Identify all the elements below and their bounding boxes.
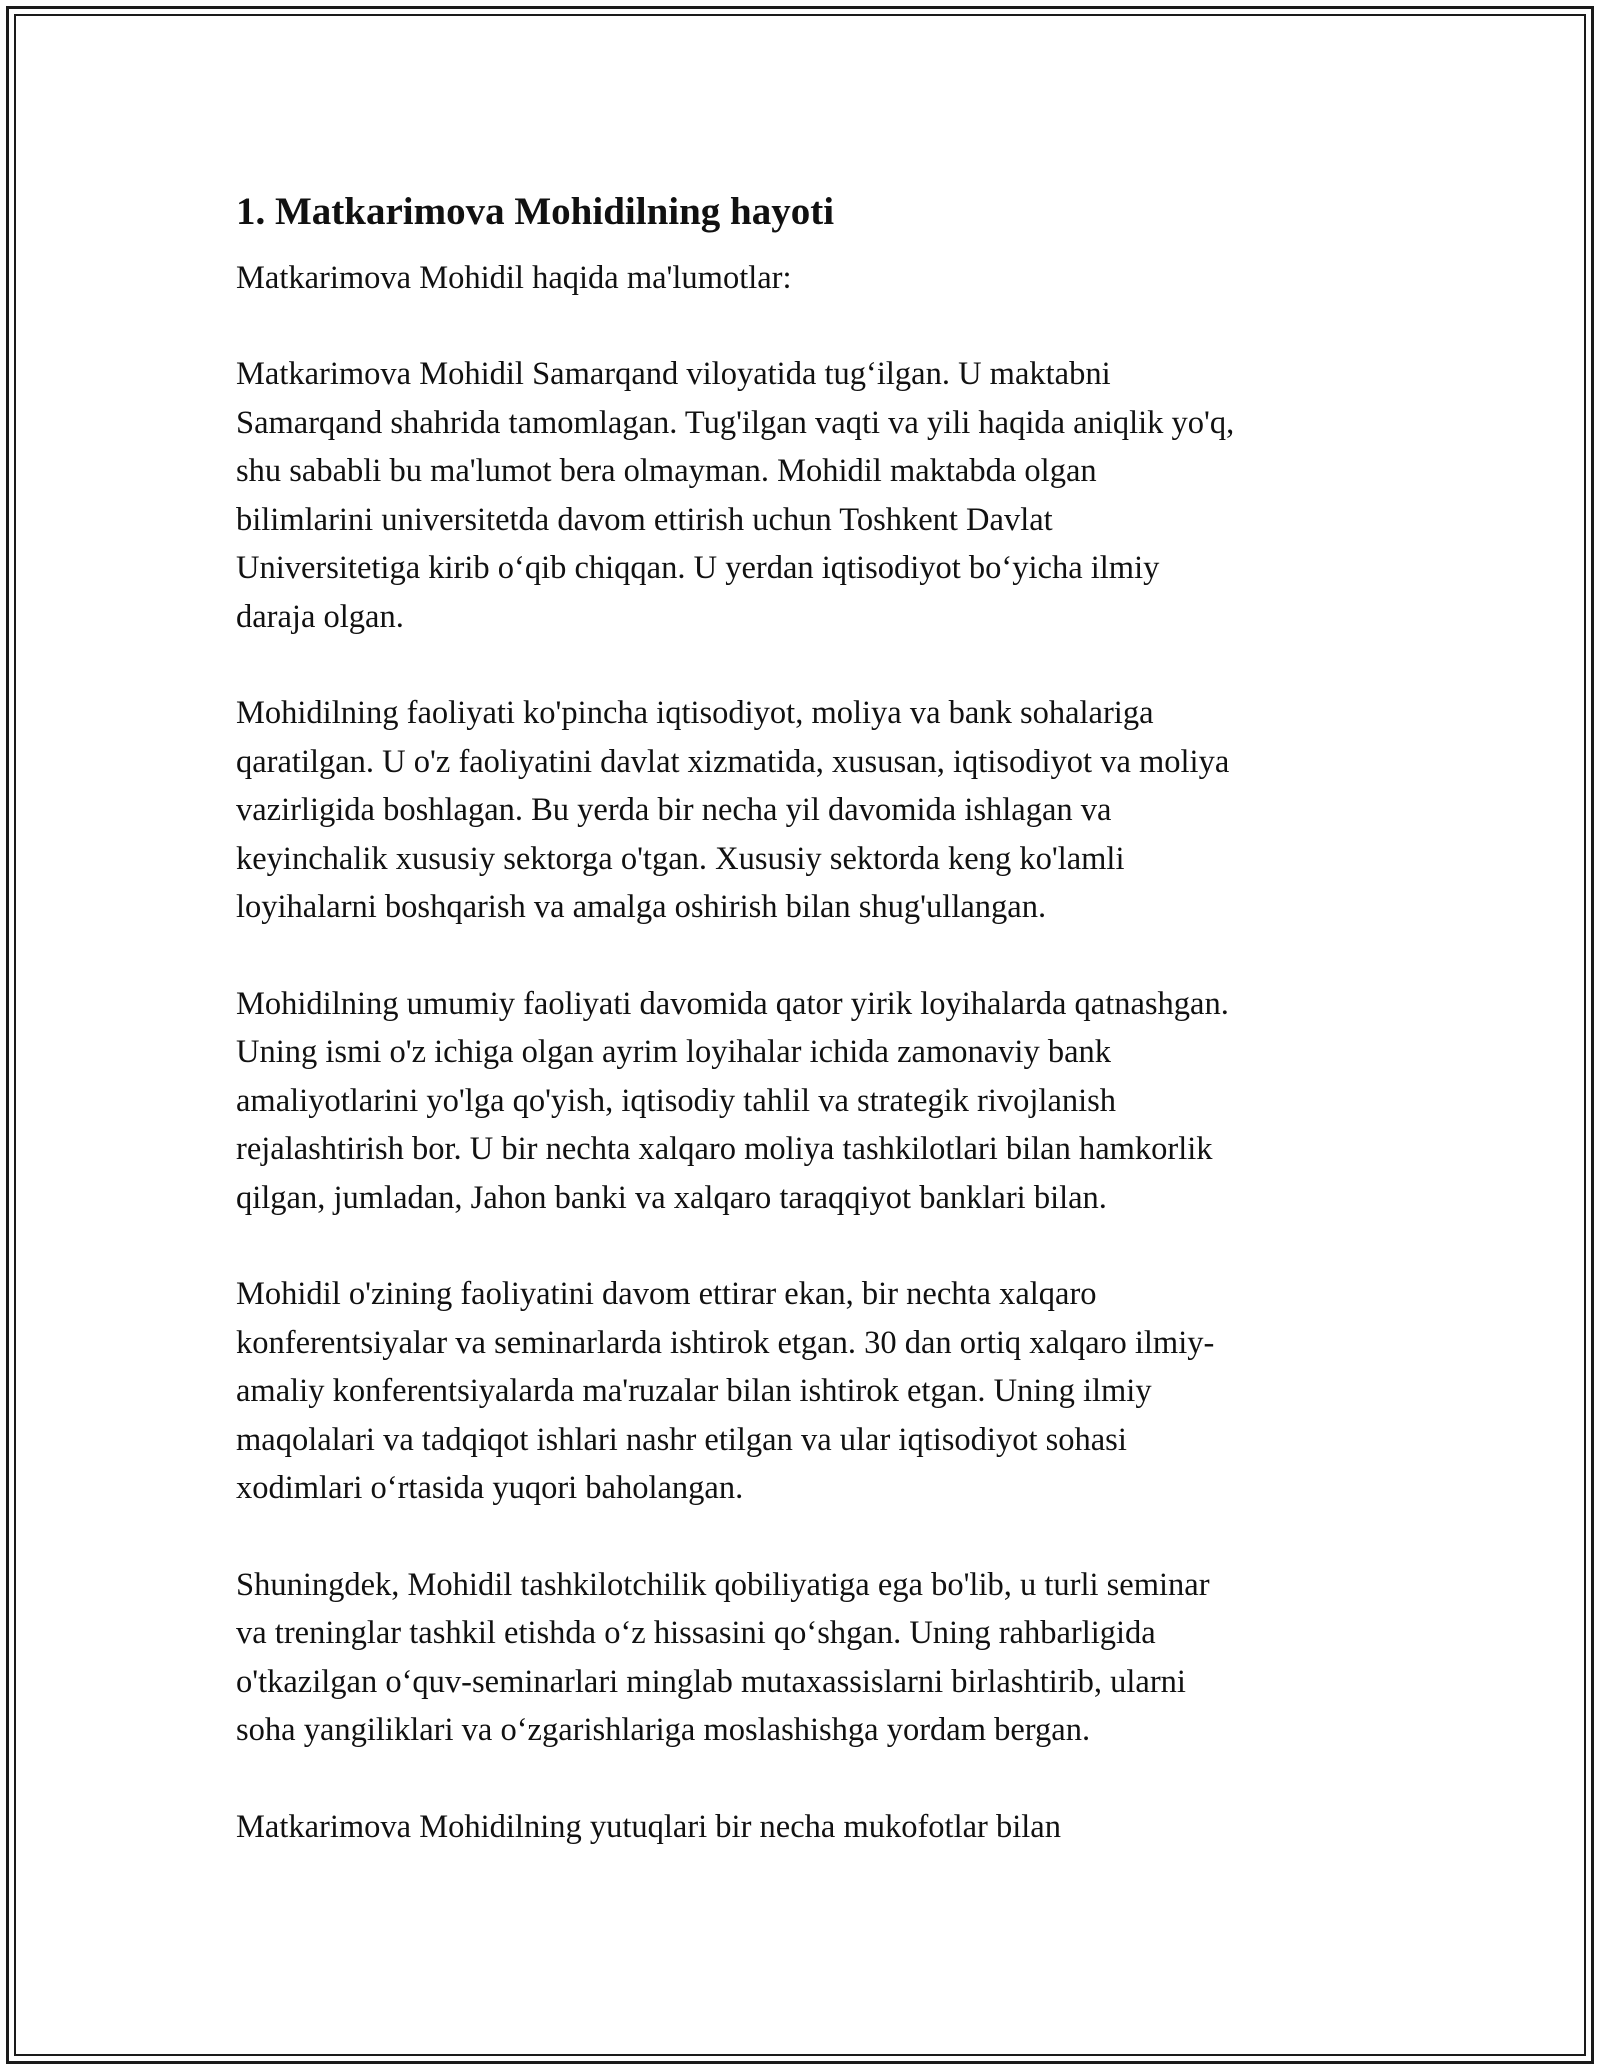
paragraph: [236, 1561, 1376, 1755]
text-line: Matkarimova Mohidilning yutuqlari bir necha mukofotlar bilan: [236, 1808, 1061, 1845]
text-line: amaliy konferentsiyalarda ma'ruzalar bilan ishtirok etgan. Uning ilmiy: [236, 1373, 1152, 1409]
intro-line: Matkarimova Mohidil haqida ma'lumotlar:: [236, 260, 792, 296]
text-line: maqolalari va tadqiqot ishlari nashr etilgan va ular iqtisodiyot sohasi: [236, 1421, 1127, 1458]
text-line: Shuningdek, Mohidil tashkilotchilik qobiliyatiga ega bo'lib, u turli seminar: [236, 1566, 1210, 1603]
text-line: qilgan, jumladan, Jahon banki va xalqaro taraqqiyot banklari bilan.: [236, 1179, 1107, 1216]
text-line: o'tkazilgan o‘quv-seminarlari minglab mutaxassislarni birlashtirib, ularni: [236, 1663, 1186, 1700]
text-line: loyihalarni boshqarish va amalga oshirish bilan shug'ullangan.: [236, 889, 1047, 925]
paragraph: [236, 980, 1376, 1223]
paragraph: [236, 1803, 1376, 1852]
text-line: amaliyotlarini yo'lga qo'yish, iqtisodiy tahlil va strategik rivojlanish: [236, 1082, 1117, 1119]
text-line: qaratilgan. U o'z faoliyatini davlat xizmatida, xususan, iqtisodiyot va moliya: [236, 743, 1230, 780]
text-line: va treninglar tashkil etishda o‘z hissasini qo‘shgan. Uning rahbarligida: [236, 1615, 1156, 1651]
text-line: shu sababli bu ma'lumot bera olmayman. Mohidil maktabda olgan: [236, 453, 1097, 489]
text-line: Universitetiga kirib o‘qib chiqqan. U yerdan iqtisodiyot bo‘yicha ilmiy: [236, 550, 1160, 586]
text-line: daraja olgan.: [236, 598, 404, 635]
text-line: konferentsiyalar va seminarlarda ishtirok etgan. 30 dan ortiq xalqaro ilmiy-: [236, 1324, 1215, 1361]
text-line: rejalashtirish bor. U bir nechta xalqaro moliya tashkilotlari bilan hamkorlik: [236, 1131, 1213, 1167]
paragraph: [236, 350, 1376, 641]
text-line: Matkarimova Mohidil Samarqand viloyatida tug‘ilgan. U maktabni: [236, 356, 1111, 392]
text-line: Mohidil o'zining faoliyatini davom ettirar ekan, bir nechta xalqaro: [236, 1276, 1097, 1312]
document-title: 1. Matkarimova Mohidilning hayoti: [236, 190, 835, 233]
paragraph-list: [236, 350, 1376, 1851]
text-line: xodimlari o‘rtasida yuqori baholangan.: [236, 1470, 744, 1506]
text-line: bilimlarini universitetda davom ettirish uchun Toshkent Davlat: [236, 501, 1053, 538]
document-body: [236, 186, 1376, 1899]
text-line: Mohidilning umumiy faoliyati davomida qator yirik loyihalarda qatnashgan.: [236, 985, 1229, 1022]
paragraph: [236, 689, 1376, 932]
paragraph: [236, 1270, 1376, 1513]
text-line: vazirligida boshlagan. Bu yerda bir necha yil davomida ishlagan va: [236, 792, 1112, 828]
text-line: Uning ismi o'z ichiga olgan ayrim loyihalar ichida zamonaviy bank: [236, 1034, 1111, 1070]
text-line: soha yangiliklari va o‘zgarishlariga moslashishga yordam bergan.: [236, 1712, 1091, 1748]
text-line: Samarqand shahrida tamomlagan. Tug'ilgan vaqti va yili haqida aniqlik yo'q,: [236, 404, 1235, 441]
text-line: keyinchalik xususiy sektorga o'tgan. Xususiy sektorda keng ko'lamli: [236, 840, 1125, 877]
text-line: Mohidilning faoliyati ko'pincha iqtisodiyot, moliya va bank sohalariga: [236, 695, 1154, 731]
